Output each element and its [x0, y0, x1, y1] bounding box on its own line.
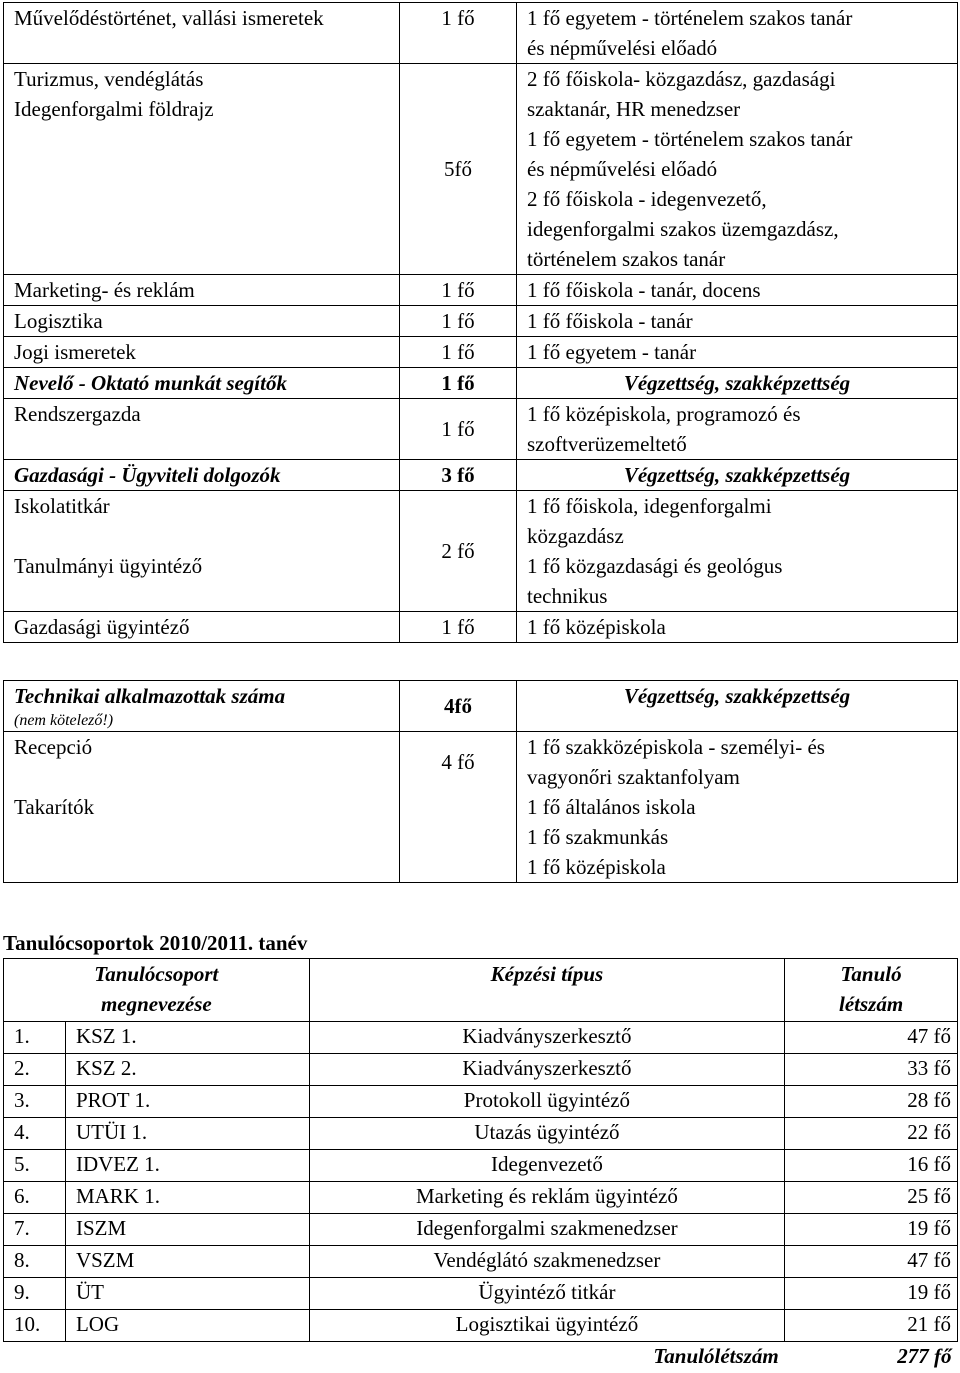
group-number: 6.	[4, 1182, 66, 1214]
subject-cell: Rendszergazda	[4, 399, 400, 460]
student-count: 19 fő	[785, 1278, 958, 1310]
subject-cell: Logisztika	[4, 306, 400, 337]
training-type: Kiadványszerkesztő	[309, 1054, 784, 1086]
subject-line	[14, 822, 399, 852]
count-cell: 1 fő	[400, 612, 517, 643]
qualification-cell: 1 fő egyetem - tanár	[517, 337, 958, 368]
table-header-row	[4, 959, 958, 1022]
qual-line: 1 fő általános iskola	[527, 792, 957, 822]
qual-line: 1 fő közgazdasági és geológus	[527, 551, 957, 581]
training-type: Utazás ügyintéző	[309, 1118, 784, 1150]
table-row	[4, 1054, 958, 1086]
group-name: IDVEZ 1.	[65, 1150, 309, 1182]
subject-cell	[4, 64, 400, 275]
tech-title-cell	[4, 681, 400, 732]
qual-line: 2 fő főiskola - idegenvezető,	[527, 184, 957, 214]
group-number: 3.	[4, 1086, 66, 1118]
table-row	[4, 491, 958, 612]
subject-line: Turizmus, vendéglátás	[14, 64, 399, 94]
table-row	[4, 1278, 958, 1310]
group-name: PROT 1.	[65, 1086, 309, 1118]
group-name: ÜT	[65, 1278, 309, 1310]
qual-line: szaktanár, HR menedzser	[527, 94, 957, 124]
qualification-cell: 1 fő középiskola	[517, 612, 958, 643]
training-type-header: Képzési típus	[309, 959, 784, 1022]
student-count: 21 fő	[785, 1310, 958, 1342]
qual-line: 1 fő szakmunkás	[527, 822, 957, 852]
qual-line: történelem szakos tanár	[527, 244, 957, 274]
total-count: 277 fő	[785, 1342, 958, 1373]
table-row	[4, 1214, 958, 1246]
qual-line: vagyonőri szaktanfolyam	[527, 762, 957, 792]
tech-title: Technikai alkalmazottak száma	[14, 681, 399, 711]
qualification-cell	[517, 3, 958, 64]
qual-line: 1 fő főiskola, idegenforgalmi	[527, 491, 957, 521]
support-staff-header: Nevelő - Oktató munkát segítők	[4, 368, 400, 399]
qual-line: idegenforgalmi szakos üzemgazdász,	[527, 214, 957, 244]
staff-table	[3, 2, 958, 643]
econ-staff-header: Gazdasági - Ügyviteli dolgozók	[4, 460, 400, 491]
qual-line: 1 fő egyetem - történelem szakos tanár	[527, 3, 957, 33]
group-number: 7.	[4, 1214, 66, 1246]
subject-line: Tanulmányi ügyintéző	[14, 551, 399, 581]
group-name: LOG	[65, 1310, 309, 1342]
table-row	[4, 64, 958, 275]
group-name: MARK 1.	[65, 1182, 309, 1214]
count-cell: 1 fő	[400, 306, 517, 337]
qualification-cell	[517, 64, 958, 275]
group-number: 2.	[4, 1054, 66, 1086]
student-count: 47 fő	[785, 1246, 958, 1278]
subject-line	[14, 521, 399, 551]
table-row	[4, 275, 958, 306]
table-row	[4, 1086, 958, 1118]
group-name: KSZ 1.	[65, 1022, 309, 1054]
subject-cell	[4, 491, 400, 612]
section-header-row	[4, 460, 958, 491]
count-cell: 5fő	[400, 64, 517, 275]
training-type: Kiadványszerkesztő	[309, 1022, 784, 1054]
subject-cell: Marketing- és reklám	[4, 275, 400, 306]
qualification-cell: 1 fő főiskola - tanár	[517, 306, 958, 337]
count-cell: 1 fő	[400, 3, 517, 64]
count-cell: 4 fő	[400, 732, 517, 883]
qualification-header: Végzettség, szakképzettség	[517, 681, 958, 732]
table-row	[4, 612, 958, 643]
group-number: 10.	[4, 1310, 66, 1342]
count-cell: 2 fő	[400, 491, 517, 612]
group-name: KSZ 2.	[65, 1054, 309, 1086]
tech-note: (nem kötelező!)	[14, 711, 399, 731]
training-type: Protokoll ügyintéző	[309, 1086, 784, 1118]
qualification-cell: 1 fő főiskola - tanár, docens	[517, 275, 958, 306]
qualification-header: Végzettség, szakképzettség	[517, 460, 958, 491]
count-cell: 1 fő	[400, 337, 517, 368]
total-label: Tanulólétszám	[309, 1342, 784, 1373]
qual-line: és népművelési előadó	[527, 33, 957, 63]
table-row	[4, 732, 958, 883]
training-type: Ügyintéző titkár	[309, 1278, 784, 1310]
subject-cell	[4, 732, 400, 883]
subject-line: Idegenforgalmi földrajz	[14, 94, 399, 124]
student-count: 47 fő	[785, 1022, 958, 1054]
student-count: 25 fő	[785, 1182, 958, 1214]
student-count: 28 fő	[785, 1086, 958, 1118]
table-row	[4, 337, 958, 368]
count-cell: 3 fő	[400, 460, 517, 491]
subject-line	[14, 581, 399, 611]
table-row	[4, 306, 958, 337]
qual-line: 1 fő középiskola, programozó és	[527, 399, 957, 429]
group-number: 4.	[4, 1118, 66, 1150]
subject-line: Takarítók	[14, 792, 399, 822]
group-name-header: Tanulócsoport megnevezése	[4, 959, 310, 1022]
qual-line: technikus	[527, 581, 957, 611]
qual-line: és népművelési előadó	[527, 154, 957, 184]
total-row	[4, 1342, 958, 1373]
qual-line: 1 fő középiskola	[527, 852, 957, 882]
training-type: Idegenforgalmi szakmenedzser	[309, 1214, 784, 1246]
student-groups-table	[3, 958, 958, 1373]
qual-line: 2 fő főiskola- közgazdász, gazdasági	[527, 64, 957, 94]
table-row	[4, 399, 958, 460]
table-row	[4, 1022, 958, 1054]
table-row	[4, 1150, 958, 1182]
group-name: UTÜI 1.	[65, 1118, 309, 1150]
training-type: Vendéglátó szakmenedzser	[309, 1246, 784, 1278]
student-count: 33 fő	[785, 1054, 958, 1086]
table-row	[4, 1182, 958, 1214]
table-row	[4, 1246, 958, 1278]
subject-cell: Gazdasági ügyintéző	[4, 612, 400, 643]
subject-cell: Művelődéstörténet, vallási ismeretek	[4, 3, 400, 64]
group-name: VSZM	[65, 1246, 309, 1278]
count-cell: 1 fő	[400, 275, 517, 306]
qual-line: szoftverüzemeltető	[527, 429, 957, 459]
qual-line: 1 fő szakközépiskola - személyi- és	[527, 732, 957, 762]
group-number: 5.	[4, 1150, 66, 1182]
section-header-row	[4, 368, 958, 399]
training-type: Logisztikai ügyintéző	[309, 1310, 784, 1342]
training-type: Idegenvezető	[309, 1150, 784, 1182]
qualification-cell	[517, 491, 958, 612]
table-row	[4, 1310, 958, 1342]
qual-line: közgazdász	[527, 521, 957, 551]
qualification-cell	[517, 732, 958, 883]
qualification-cell	[517, 399, 958, 460]
table-row	[4, 3, 958, 64]
technical-staff-table	[3, 680, 958, 883]
qual-line: 1 fő egyetem - történelem szakos tanár	[527, 124, 957, 154]
group-name: ISZM	[65, 1214, 309, 1246]
group-number: 1.	[4, 1022, 66, 1054]
student-count: 19 fő	[785, 1214, 958, 1246]
count-cell: 4fő	[400, 681, 517, 732]
student-count: 16 fő	[785, 1150, 958, 1182]
student-count: 22 fő	[785, 1118, 958, 1150]
count-cell: 1 fő	[400, 368, 517, 399]
training-type: Marketing és reklám ügyintéző	[309, 1182, 784, 1214]
count-cell: 1 fő	[400, 399, 517, 460]
subject-line: Iskolatitkár	[14, 491, 399, 521]
student-count-header: Tanuló létszám	[785, 959, 958, 1022]
table-row	[4, 1118, 958, 1150]
section-header-row	[4, 681, 958, 732]
subject-line	[14, 762, 399, 792]
group-rows	[4, 1022, 958, 1342]
qualification-header: Végzettség, szakképzettség	[517, 368, 958, 399]
subject-line: Recepció	[14, 732, 399, 762]
groups-title: Tanulócsoportok 2010/2011. tanév	[3, 928, 307, 958]
subject-line	[14, 852, 399, 882]
subject-cell: Jogi ismeretek	[4, 337, 400, 368]
group-number: 9.	[4, 1278, 66, 1310]
group-number: 8.	[4, 1246, 66, 1278]
